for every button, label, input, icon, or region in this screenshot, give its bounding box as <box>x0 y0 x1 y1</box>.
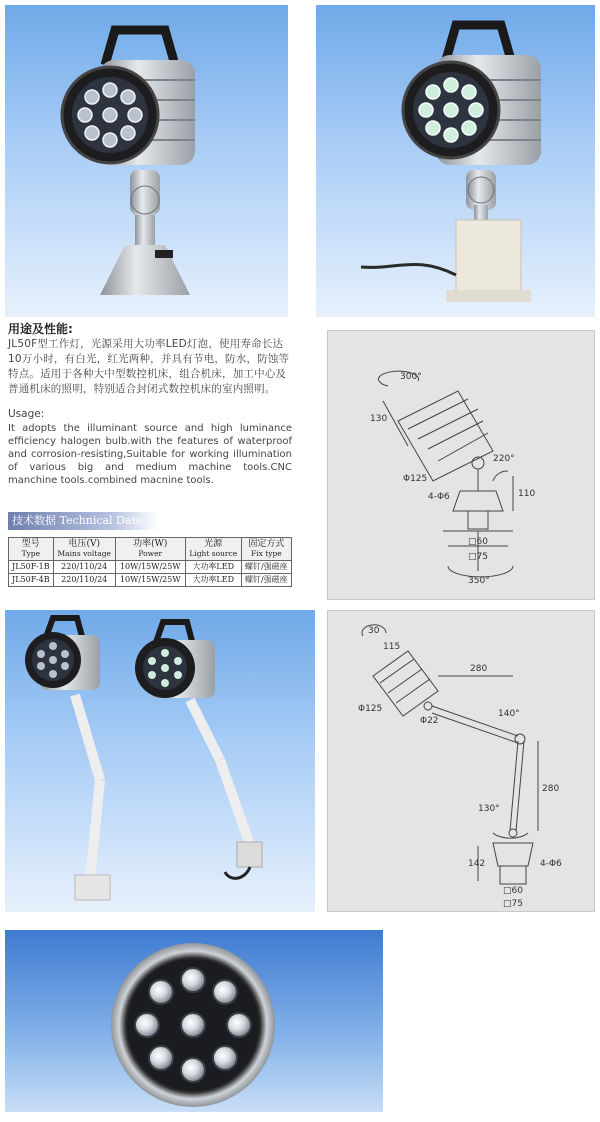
table-cell: JL50F-4B <box>9 574 54 587</box>
dim-label: □75 <box>503 899 523 909</box>
usage-cn-body: JL50F型工作灯，光源采用大功率LED灯泡，使用寿命长达10万小时，有白光，红光两种，并具有节电，防水，防蚀等特点。适用于各种大中型数控机床，组合机床，加工中心及普通机床的照明，特别适合封闭式数控机床的室内照明。 <box>8 338 290 395</box>
technical-drawing-long-arm <box>327 610 595 912</box>
dim-label: Φ22 <box>420 716 439 726</box>
product-photo-led-closeup <box>5 930 383 1112</box>
dim-label: 130° <box>478 804 500 814</box>
dim-label: 350° <box>468 576 490 586</box>
usage-en-title: Usage: <box>8 408 45 420</box>
dim-label: 4-Φ6 <box>540 859 562 869</box>
tech-data-table <box>8 537 292 587</box>
dim-label: □60 <box>503 886 523 896</box>
table-cell: 螺钉/强磁座 <box>241 561 291 574</box>
dim-label: 140° <box>498 709 520 719</box>
table-cell: 220/110/24 <box>53 574 115 587</box>
table-cell: 220/110/24 <box>53 561 115 574</box>
product-photo-lamp-white-base <box>316 5 595 317</box>
col-header-type: 型号 Type <box>9 538 54 561</box>
dim-label: 115 <box>383 642 401 652</box>
dim-label: 130 <box>370 414 388 424</box>
dim-label: Φ125 <box>358 704 383 714</box>
dim-label: □75 <box>468 552 488 562</box>
table-cell: 螺钉/强磁座 <box>241 574 291 587</box>
dim-label: 4-Φ6 <box>428 492 450 502</box>
dim-label: 300° <box>400 372 422 382</box>
usage-cn-title: 用途及性能: <box>8 322 73 336</box>
dim-label: 110 <box>518 489 536 499</box>
dim-label: 30 <box>368 626 380 636</box>
tech-data-header: 技术数据 Technical Date <box>8 512 158 530</box>
dim-label: 280 <box>542 784 560 794</box>
table-cell: 10W/15W/25W <box>115 574 185 587</box>
col-header-light-source: 光源 Light source <box>185 538 241 561</box>
dim-label: 220° <box>493 454 515 464</box>
technical-drawing-short-arm <box>327 330 595 600</box>
usage-section <box>8 322 292 507</box>
dim-label: Φ125 <box>403 474 428 484</box>
table-row <box>9 561 292 574</box>
col-header-fix-type: 固定方式 Fix type <box>241 538 291 561</box>
col-header-voltage: 电压(V) Mains voltage <box>53 538 115 561</box>
dim-label: 142 <box>468 859 486 869</box>
table-header-row <box>9 538 292 561</box>
table-cell: 大功率LED <box>185 561 241 574</box>
table-cell: 大功率LED <box>185 574 241 587</box>
product-photo-lamp-base <box>5 5 288 317</box>
dim-label: □60 <box>468 537 488 547</box>
dim-label: 280 <box>470 664 488 674</box>
table-cell: 10W/15W/25W <box>115 561 185 574</box>
table-cell: JL50F-1B <box>9 561 54 574</box>
col-header-power: 功率(W) Power <box>115 538 185 561</box>
table-row <box>9 574 292 587</box>
product-photo-lamps-long-arm <box>5 610 315 912</box>
usage-en-body: It adopts the illuminant source and high luminance efficiency halogen bulb.with the features of waterproof and corrosion-resisting,Suitable for working illumination of various big and medium machine tools.CNC manchine tools.combined macnine tools. <box>8 423 292 486</box>
